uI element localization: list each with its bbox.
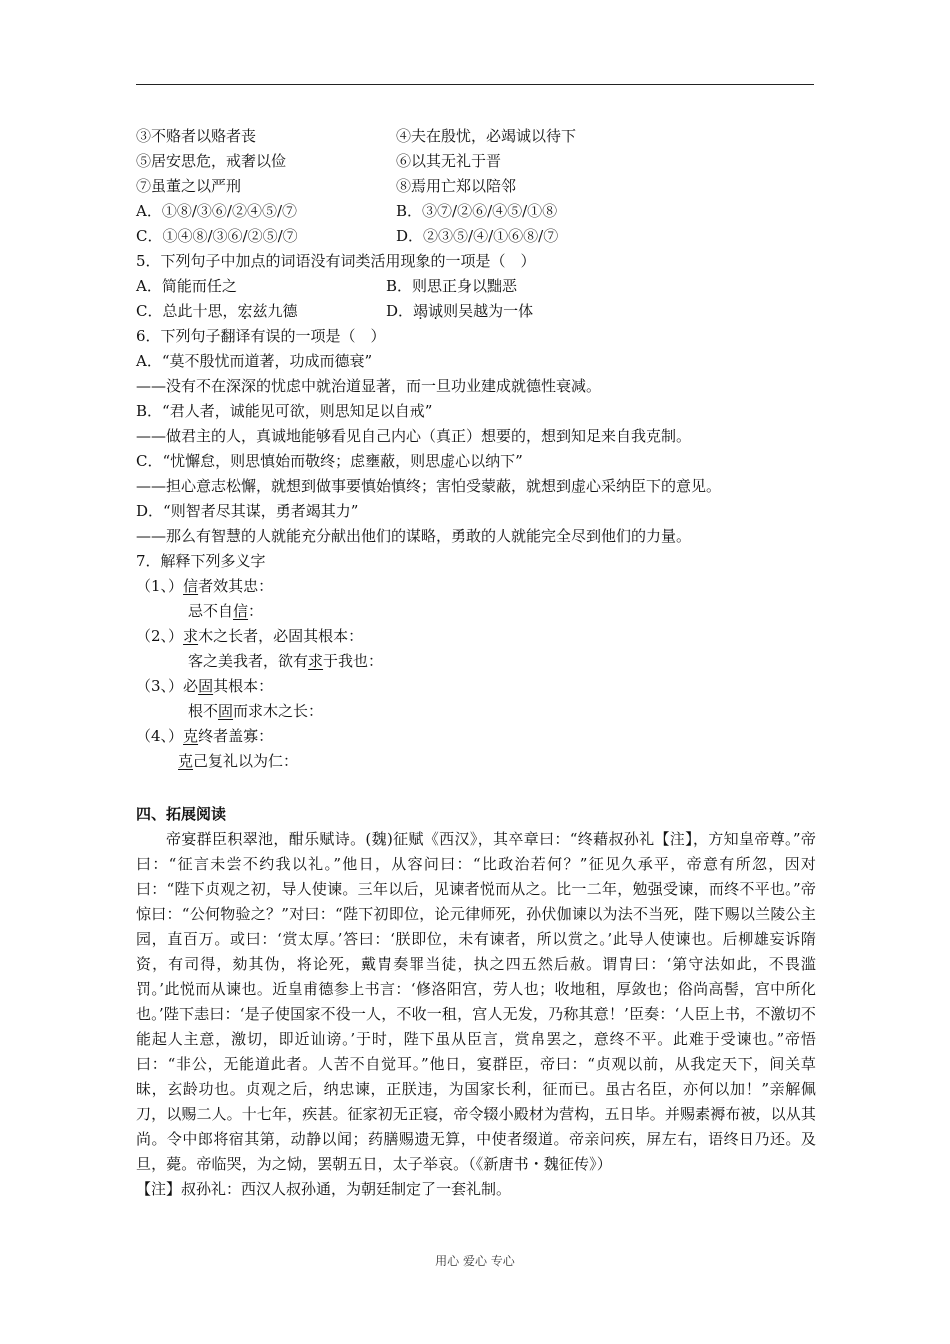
passage-note: 【注】叔孙礼：西汉人叔孙通，为朝廷制定了一套礼制。 (136, 1180, 512, 1198)
sentence-text: 必 (183, 677, 199, 695)
question-5-row-1 (136, 274, 816, 299)
dotted-char: 诚 (428, 302, 444, 320)
reading-passage: 帝宴群臣积翠池，酣乐赋诗。(魏)征赋《西汉》，其卒章曰：“终藉叔孙礼【注】，方知皇帝尊。”帝曰：“征言未尝不约我以礼。”他日，从容问曰：“比政治若何？”征见久承平，帝意有所忽，因对曰：“陛下贞观之初，导人使谏。三年以后，见谏者悦而从之。比一二年，勉强受谏，而终不平也。”帝惊曰：“公何物验之？”对曰：“陛下初即位，论元律师死，孙伏伽谏以为法不当死，陛下赐以兰陵公主园，直百万。或曰：‘赏太厚。’答曰：‘朕即位，未有谏者，所以赏之。’此导人使谏也。后柳雄妄诉隋资，有司得，劾其伪，将论死，戴胄奏罪当徒，执之四五然后赦。谓胄曰：‘第守法如此，不畏滥罚。’此悦而从谏也。近皇甫德参上书言：‘修洛阳宫，劳人也；收地租，厚敛也；俗尚高髻，宫中所化也。’陛下恚曰：‘是子使国家不役一人，不收一租，宫人无发，乃称其意！’臣奏：‘人臣上书，不激切不能起人主意，激切，即近讪谤。’于时，陛下虽从臣言，赏帛罢之，意终不平。此难于受谏也。”帝悟曰：“非公，无能道此者。人苦不自觉耳。”他日，宴群臣，帝曰：“贞观以前，从我定天下，间关草昧，玄龄功也。贞观之后，纳忠谏，正朕违，为国家长利，征而已。虽古名臣，亦何以加！”亲解佩刀，以赐二人。十七年，疾甚。征家初无正寝，帝令辍小殿材为营构，五日毕。并赐素褥布被，以从其尚。令中郎将宿其第，动静以闻；药膳赐遗无算，中使者缀道。帝亲问疾，屏左右，语终日乃还。及旦，薨。帝临哭，为之恸，罢朝五日，太子举哀。（《新唐书・魏征传》） (136, 830, 816, 1173)
item-right: ⑥以其无礼于晋 (396, 152, 502, 170)
polysemy-line-1 (136, 624, 816, 649)
group-number: （2、） (136, 627, 184, 645)
question-6-c: C．“忧懈怠，则思慎始而敬终；虑壅蔽，则思虚心以纳下” (136, 452, 523, 470)
sentence-text: 终者盖寡： (198, 727, 274, 745)
item-row (136, 124, 816, 149)
sentence-text: 己复礼以为仁： (193, 752, 299, 770)
underlined-char: 信 (233, 602, 249, 620)
item-right: ⑧焉用亡郑以陪邻 (396, 177, 517, 195)
polysemy-line-2 (136, 699, 816, 724)
question-6-c-translation: ——担心意志松懈，就想到做事要慎始慎终；害怕受蒙蔽，就想到虚心采纳臣下的意见。 (136, 477, 722, 495)
item-row (136, 149, 816, 174)
header-rule (136, 84, 814, 85)
question-6-d: D．“则智者尽其谋，勇者竭其力” (136, 502, 359, 520)
polysemy-line-1 (136, 674, 816, 699)
underlined-char: 求 (308, 652, 324, 670)
sentence-text: 客之美我者，欲有 (188, 652, 309, 670)
polysemy-line-1 (136, 724, 816, 749)
group-number: （4、） (136, 727, 184, 745)
group-number: （1、） (136, 577, 184, 595)
option-row (136, 224, 816, 249)
item-left: ⑤居安思危，戒奢以俭 (136, 152, 287, 170)
question-6-stem: 6．下列句子翻译有误的一项是（ ） (136, 327, 386, 345)
section-spacer (136, 774, 816, 802)
option-b: B．则思正身以黜恶 (386, 277, 518, 295)
underlined-char: 克 (183, 727, 199, 745)
option-a: A．简能而任之 (136, 277, 237, 295)
worksheet-page (136, 124, 816, 1202)
sentence-text: 根不 (188, 702, 219, 720)
question-5-row-2 (136, 299, 816, 324)
sentence-text: 于我也： (323, 652, 384, 670)
option-row (136, 199, 816, 224)
sentence-text: 而求木之长： (233, 702, 324, 720)
option-d-text: D． (386, 302, 414, 320)
underlined-char: 信 (183, 577, 199, 595)
question-6-b: B．“君人者，诚能见可欲，则思知足以自戒” (136, 402, 433, 420)
sentence-text: 木之长者，必固其根本： (198, 627, 364, 645)
page-footer: 用心 爱心 专心 (435, 1254, 515, 1268)
option-a: A．①⑧/③⑥/②④⑤/⑦ (136, 202, 297, 220)
dotted-char: 竭 (413, 302, 429, 320)
question-6-b-translation: ——做君主的人，真诚地能够看见自己内心（真正）想要的，想到知足来自我克制。 (136, 427, 692, 445)
polysemy-line-2 (136, 749, 816, 774)
option-d (386, 299, 533, 324)
dotted-char: 宏 (237, 302, 253, 320)
question-5-stem: 5．下列句子中加点的词语没有词类活用现象的一项是（ ） (136, 252, 536, 270)
question-6-a: A．“莫不殷忧而道著，功成而德衰” (136, 352, 373, 370)
question-6-a-translation: ——没有不在深深的忧虑中就治道显著，而一旦功业建成就德性衰减。 (136, 377, 602, 395)
item-left: ③不赂者以赂者丧 (136, 127, 257, 145)
sentence-text: 其根本： (213, 677, 274, 695)
option-d-text: 则吴越为一体 (443, 302, 534, 320)
polysemy-line-2 (136, 599, 816, 624)
underlined-char: 求 (183, 627, 199, 645)
option-c-text: 兹九德 (252, 302, 298, 320)
question-7-stem: 7．解释下列多义字 (136, 552, 266, 570)
item-row (136, 174, 816, 199)
sentence-text: 者效其忠： (198, 577, 274, 595)
option-d: D．②③⑤/④/①⑥⑧/⑦ (396, 227, 559, 245)
polysemy-line-2 (136, 649, 816, 674)
item-right: ④夫在殷忧，必竭诚以待下 (396, 127, 577, 145)
underlined-char: 固 (218, 702, 234, 720)
polysemy-line-1 (136, 574, 816, 599)
section-heading: 四、拓展阅读 (136, 805, 227, 823)
item-left: ⑦虽董之以严刑 (136, 177, 242, 195)
option-c: C．①④⑧/③⑥/②⑤/⑦ (136, 227, 298, 245)
option-b: B．③⑦/②⑥/④⑤/①⑧ (396, 202, 558, 220)
underlined-char: 固 (198, 677, 214, 695)
option-c (136, 302, 298, 320)
sentence-text: ： (248, 602, 264, 620)
question-6-d-translation: ——那么有智慧的人就能充分献出他们的谋略，勇敢的人就能完全尽到他们的力量。 (136, 527, 692, 545)
underlined-char: 克 (178, 752, 194, 770)
group-number: （3、） (136, 677, 184, 695)
sentence-text: 忌不自 (188, 602, 234, 620)
option-c-text: C．总此十思， (136, 302, 238, 320)
